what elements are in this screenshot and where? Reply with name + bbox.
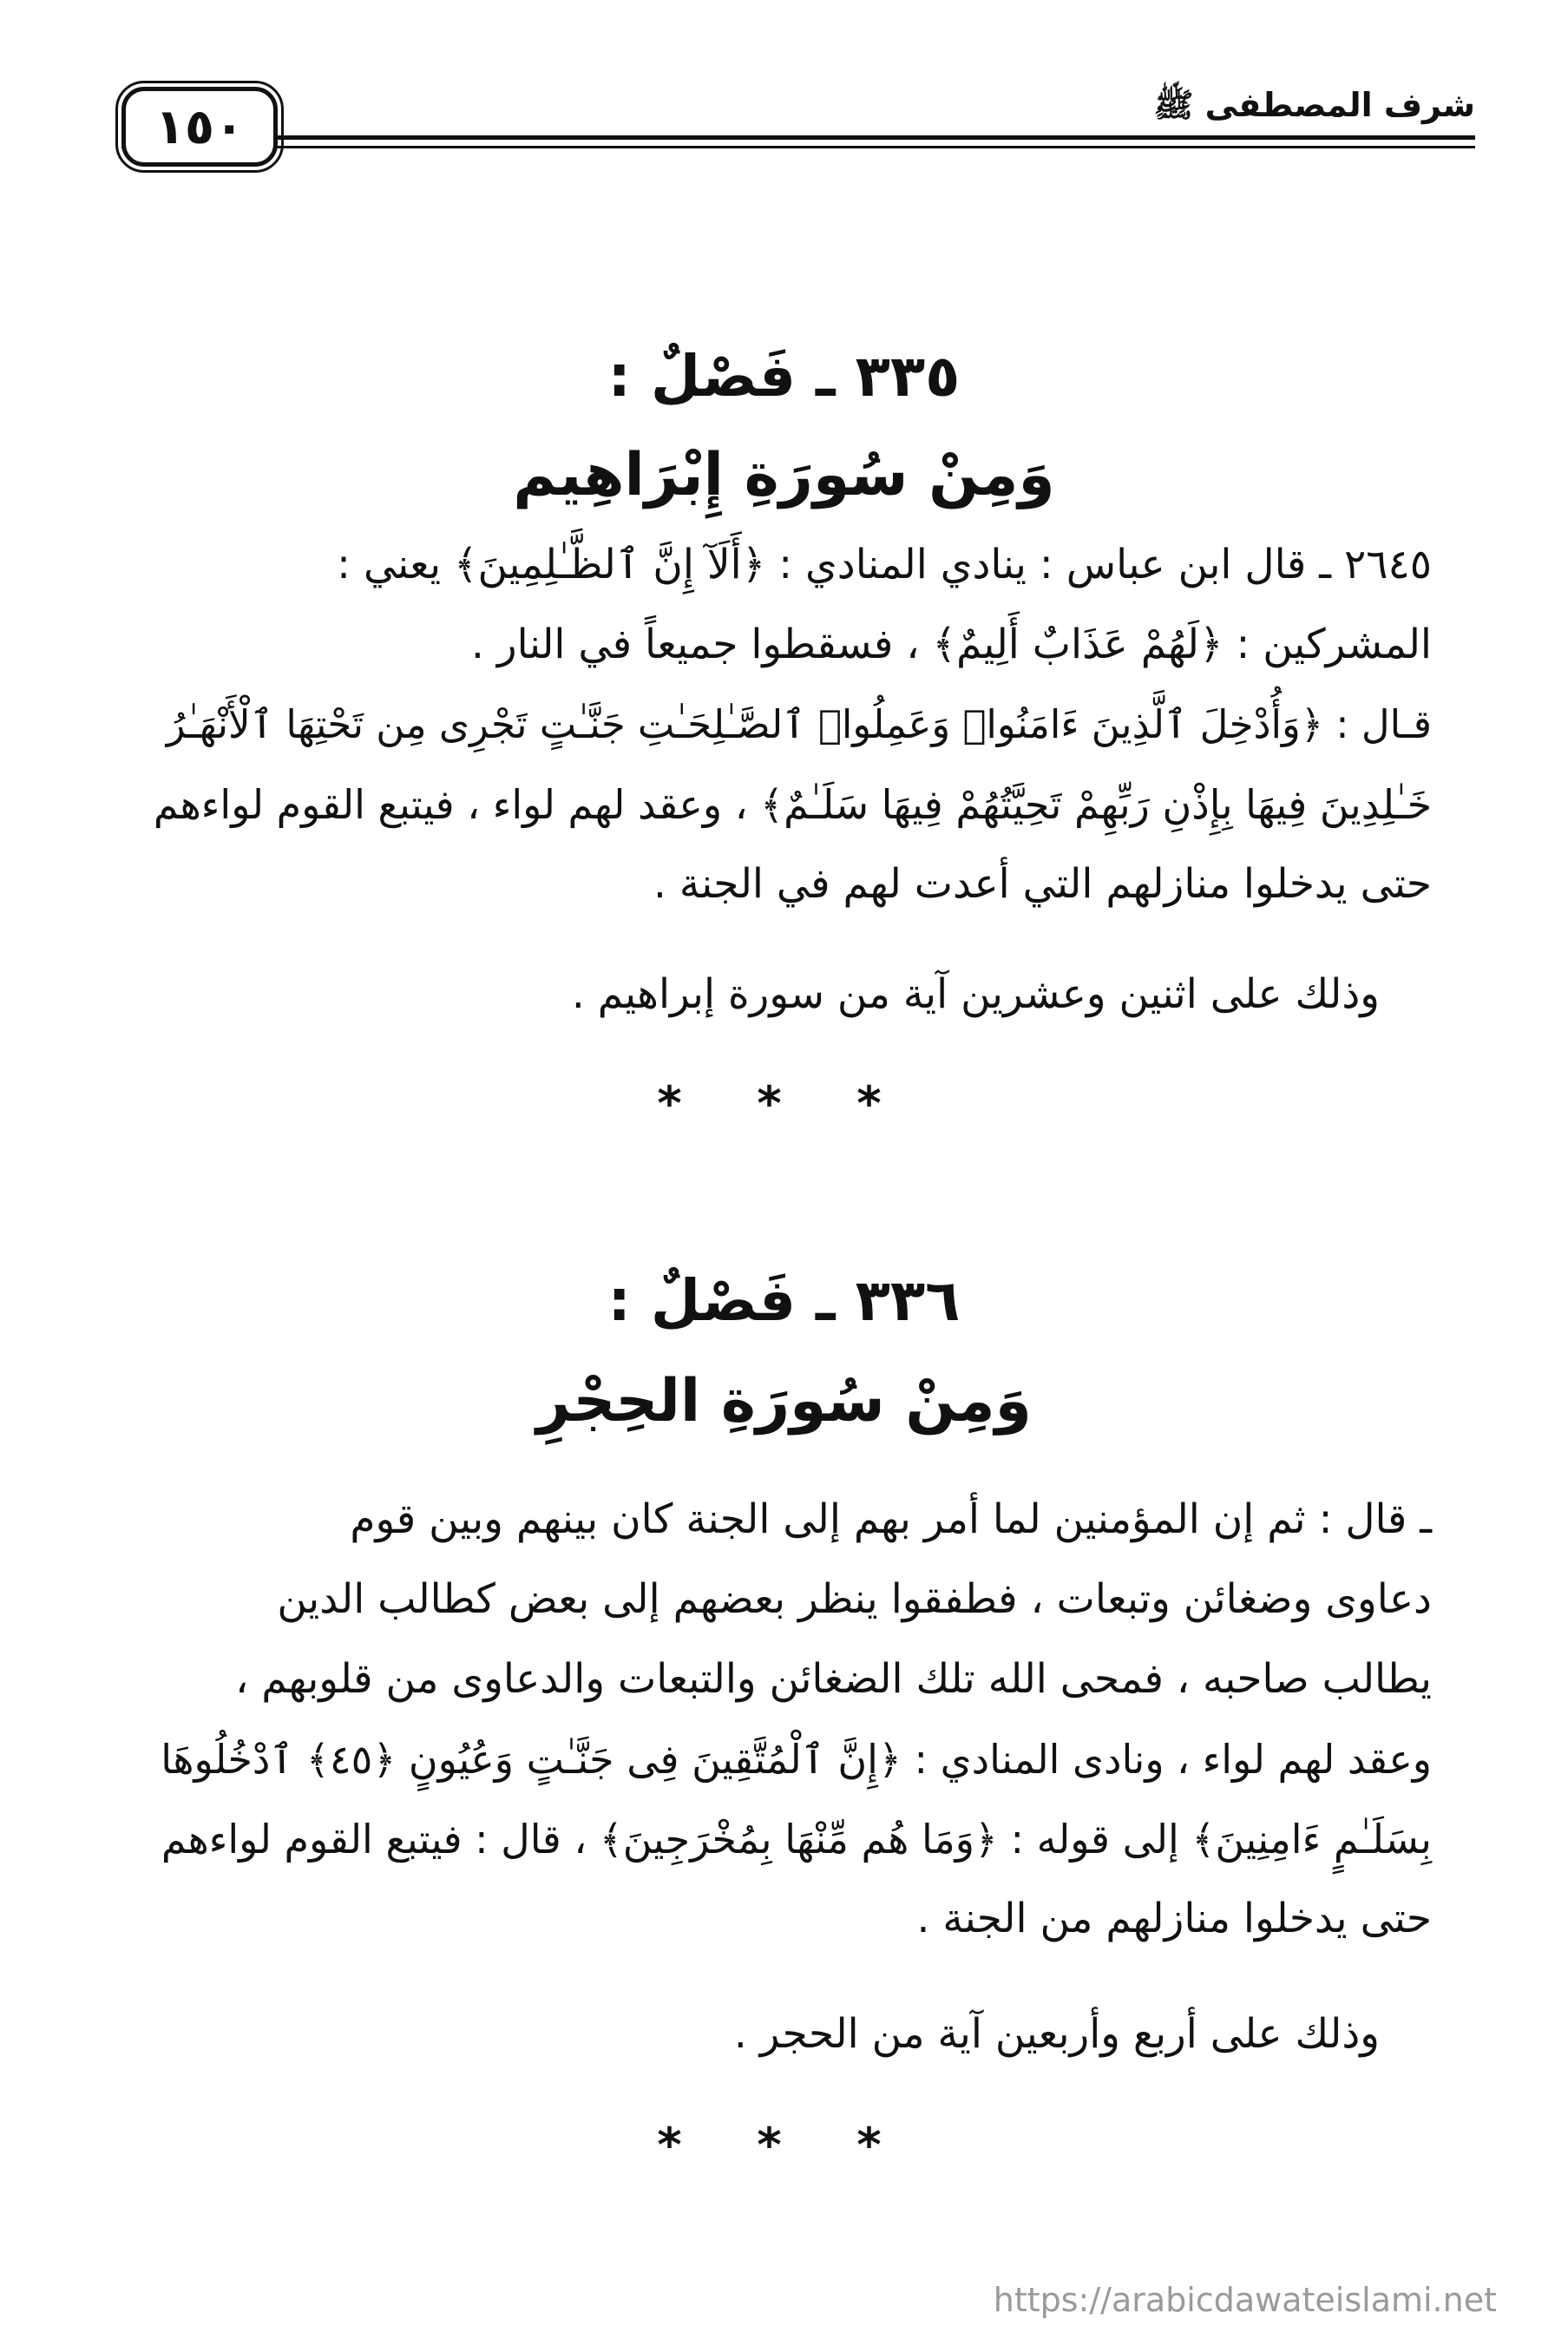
text-line: قـال : ﴿وَأُدْخِلَ ٱلَّذِينَ ءَامَنُوا۟ وَعَمِلُوا۟ ٱلصَّـٰلِحَـٰتِ جَنَّـٰتٍ تَجْرِى مِن تَحْتِهَا ٱلْأَنْهَـٰرُ bbox=[166, 701, 1432, 747]
section-separator: * * * bbox=[657, 1076, 911, 1131]
book-title: شرف المصطفى ﷺ bbox=[1153, 86, 1475, 124]
section-heading-335: ٣٣٥ ـ فَصْلٌ : bbox=[607, 343, 961, 410]
section-335-text bbox=[139, 525, 1432, 924]
watermark-url: https://arabicdawateislami.net bbox=[993, 2281, 1497, 2319]
text-line: المشركين : ﴿لَهُمْ عَذَابٌ أَلِيمٌ﴾ ، فسقطوا جميعاً في النار . bbox=[471, 621, 1432, 668]
section-335-closing: وذلك على اثنين وعشرين آية من سورة إبراهيم . bbox=[571, 970, 1380, 1018]
text-line: خَـٰلِدِينَ فِيهَا بِإِذْنِ رَبِّهِمْ تَحِيَّتُهُمْ فِيهَا سَلَـٰمٌ﴾ ، وعقد لهم لواء ، فيتبع القوم لواءهم bbox=[153, 781, 1432, 828]
text-line: وعقد لهم لواء ، ونادى المنادي : ﴿إِنَّ ٱلْمُتَّقِينَ فِى جَنَّـٰتٍ وَعُيُونٍ ﴿٤٥﴾ ٱدْخُلُوهَا bbox=[161, 1736, 1432, 1783]
section-separator: * * * bbox=[657, 2118, 911, 2172]
section-336-closing: وذلك على أربع وأربعين آية من الحجر . bbox=[733, 2010, 1380, 2058]
text-line: ـ قال : ثم إن المؤمنين لما أمر بهم إلى الجنة كان بينهم وبين قوم bbox=[350, 1495, 1432, 1543]
text-line: حتى يدخلوا منازلهم التي أعدت لهم في الجنة . bbox=[653, 860, 1432, 908]
section-heading-336: ٣٣٦ ـ فَصْلٌ : bbox=[607, 1267, 961, 1334]
text-line: دعاوى وضغائن وتبعات ، فطفقوا ينظر بعضهم إلى بعض كطالب الدين bbox=[277, 1575, 1432, 1623]
running-header bbox=[121, 87, 1475, 191]
text-line: حتى يدخلوا منازلهم من الجنة . bbox=[916, 1895, 1432, 1942]
header-rule-thin bbox=[121, 146, 1475, 148]
text-line: ٢٦٤٥ ـ قال ابن عباس : ينادي المنادي : ﴿أَلَآ إِنَّ ٱلظَّـٰلِمِينَ﴾ يعني : bbox=[337, 541, 1432, 588]
header-rule bbox=[121, 135, 1475, 140]
sura-title-ibrahim: وَمِنْ سُورَةِ إِبْرَاهِيم bbox=[513, 441, 1055, 509]
text-line: بِسَلَـٰمٍ ءَامِنِينَ﴾ إلى قوله : ﴿وَمَا هُم مِّنْهَا بِمُخْرَجِينَ﴾ ، قال : فيتبع القوم لواءهم bbox=[161, 1816, 1432, 1863]
page-number: ١٥٠ bbox=[121, 87, 278, 167]
text-line: يطالب صاحبه ، فمحى الله تلك الضغائن والتبعات والدعاوى من قلوبهم ، bbox=[235, 1655, 1432, 1703]
sura-title-hijr: وَمِنْ سُورَةِ الحِجْرِ bbox=[536, 1367, 1032, 1436]
section-336-text bbox=[139, 1480, 1432, 1959]
